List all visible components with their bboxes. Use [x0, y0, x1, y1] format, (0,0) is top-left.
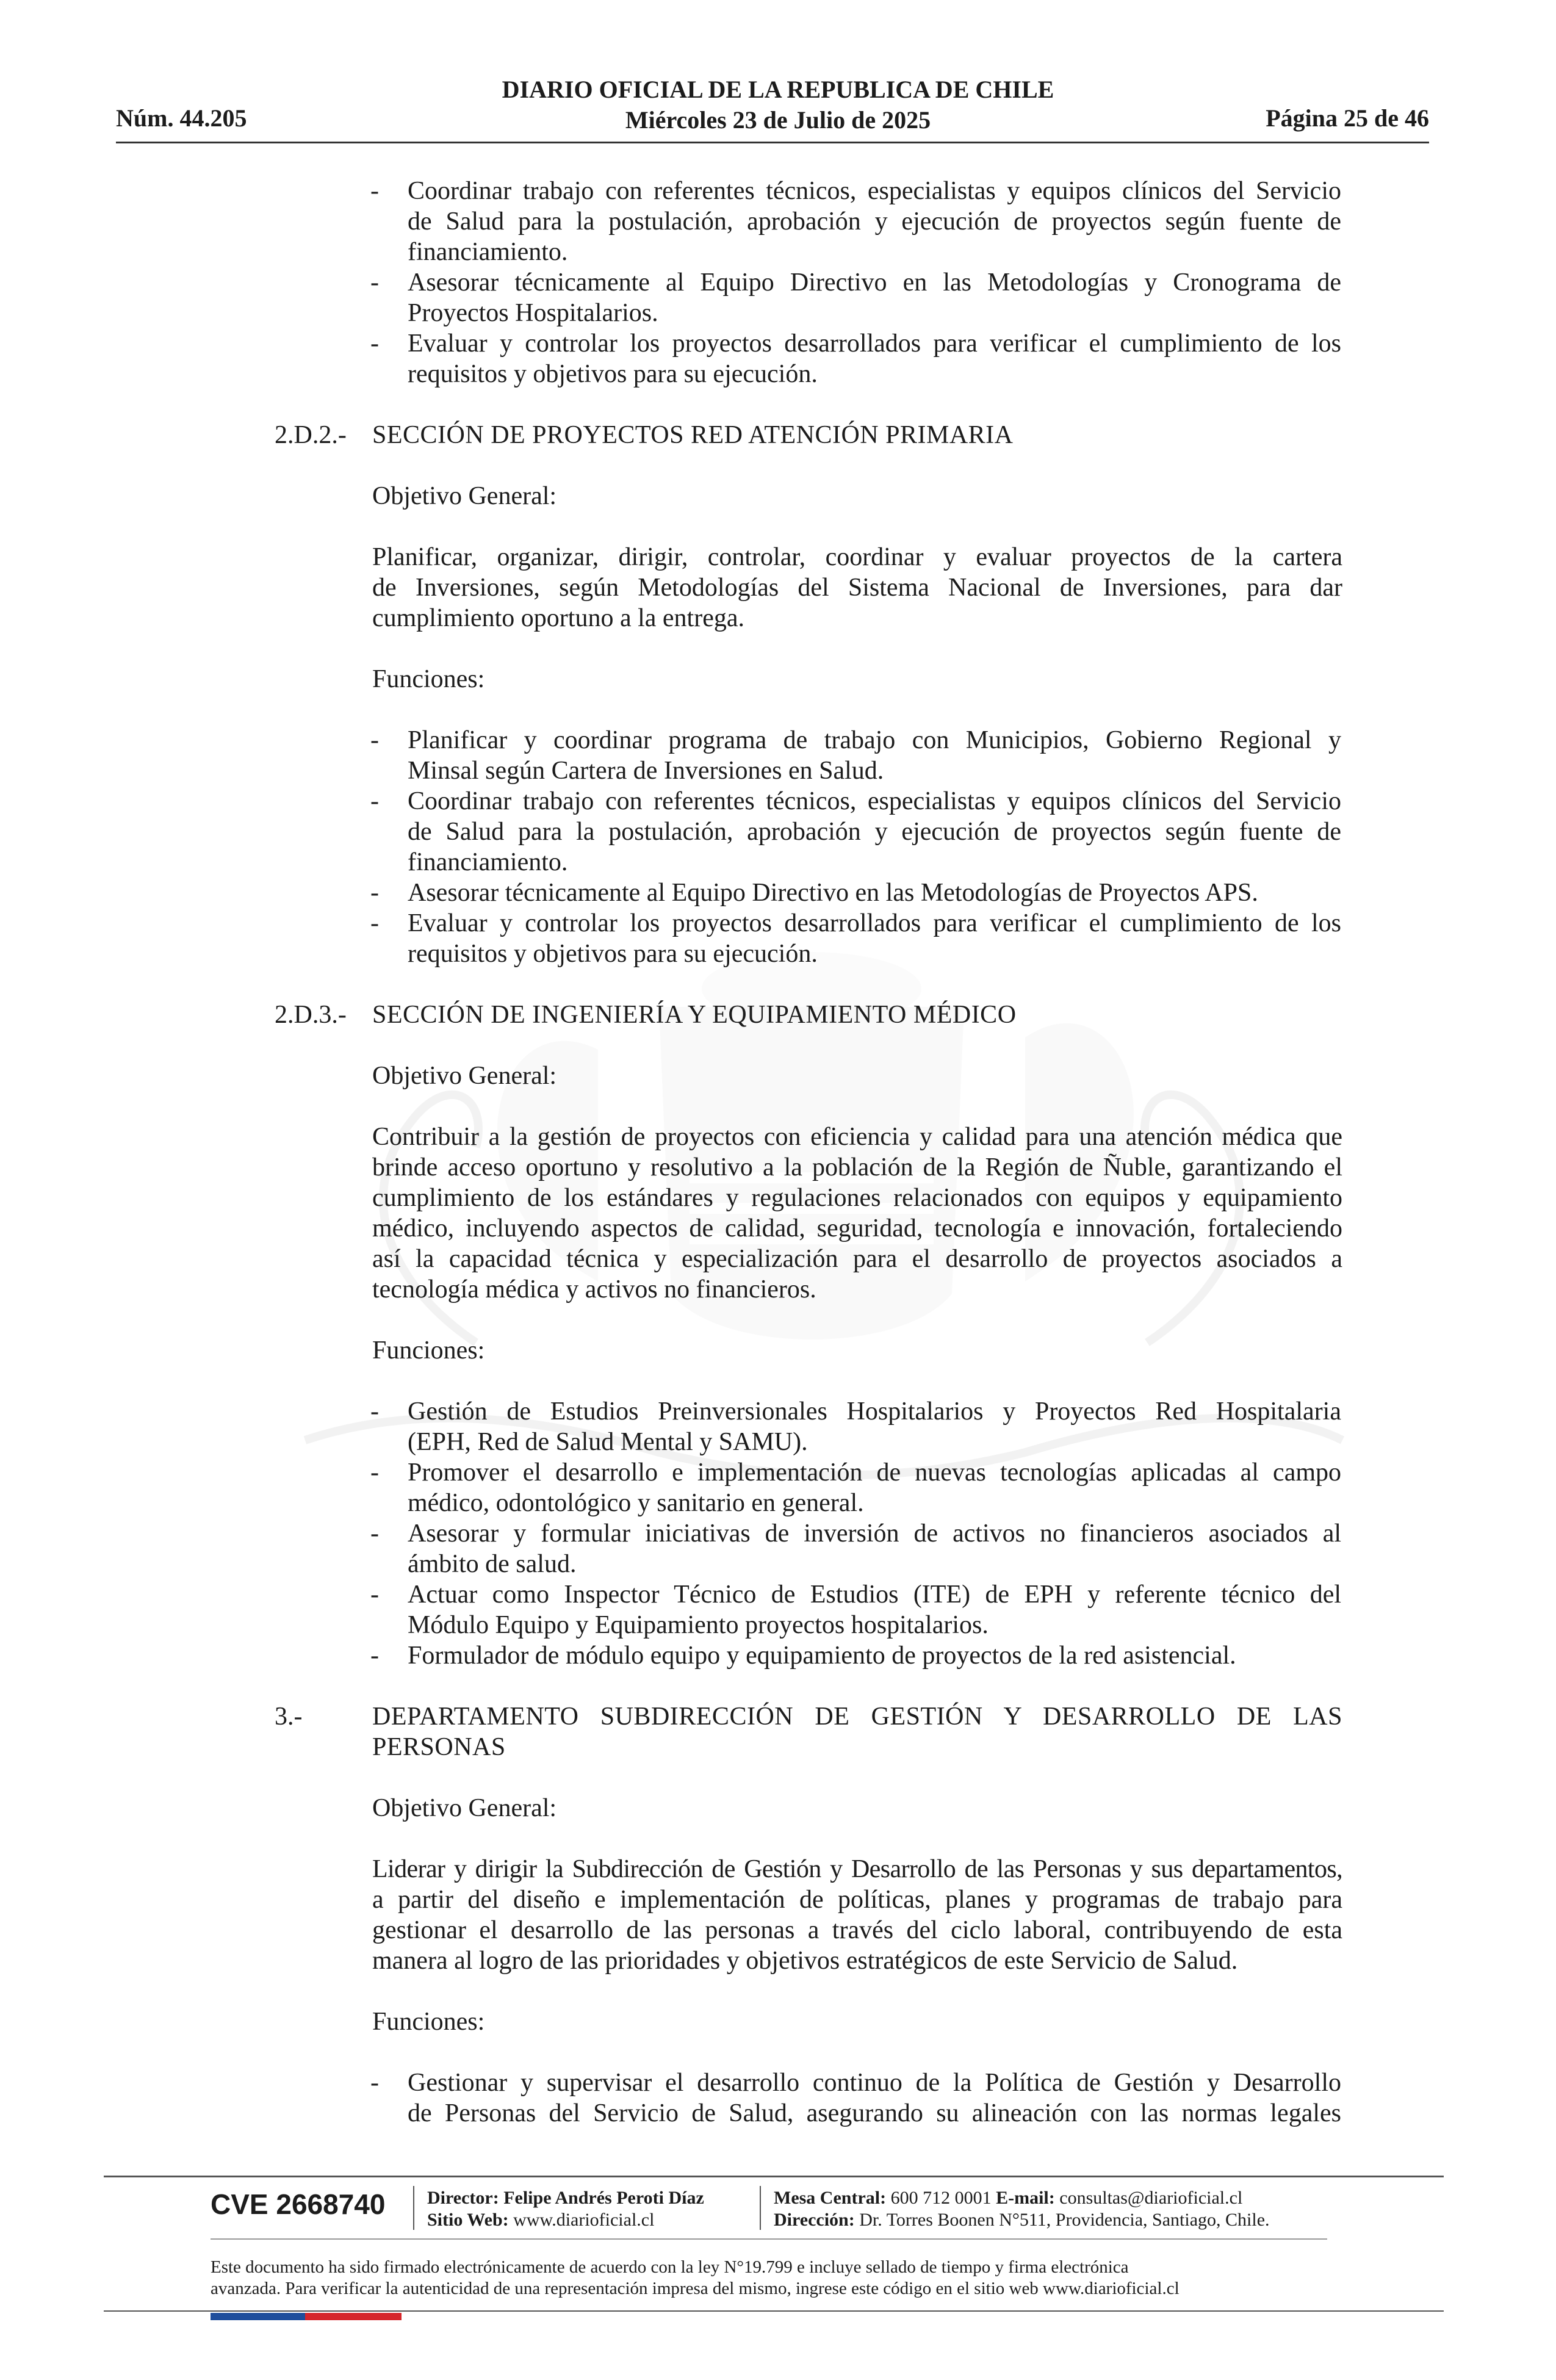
bullet-text: Proyectos Hospitalarios. [408, 299, 658, 327]
bullet-dash: - [370, 787, 379, 815]
bullet-text: requisitos y objetivos para su ejecución. [408, 360, 818, 388]
objective-text: Liderar y dirigir la Subdirección de Gestión y Desarrollo de las Personas y sus departamentos, [372, 1855, 1342, 1883]
page-number: Página 25 de 46 [1266, 104, 1429, 132]
bullet-dash: - [370, 726, 379, 754]
mesa-phone: 600 712 0001 [890, 2188, 992, 2208]
email-link[interactable]: consultas@diarioficial.cl [1059, 2188, 1243, 2208]
bullet-dash: - [370, 1520, 379, 1548]
objective-text: así la capacidad técnica y especialización para el desarrollo de proyectos asociados a [372, 1245, 1342, 1273]
website-label: Sitio Web: [427, 2210, 509, 2230]
address-label: Dirección: [774, 2210, 855, 2230]
bullet-text: financiamiento. [408, 848, 568, 876]
objective-text: de Inversiones, según Metodologías del Sistema Nacional de Inversiones, para dar [372, 574, 1342, 602]
bullet-dash: - [370, 330, 379, 358]
masthead-date: Miércoles 23 de Julio de 2025 [625, 106, 931, 134]
mesa-label: Mesa Central: [774, 2188, 887, 2208]
bullet-text: de Salud para la postulación, aprobación y ejecución de proyectos según fuente de [408, 818, 1341, 846]
bullet-text: Planificar y coordinar programa de trabajo con Municipios, Gobierno Regional y [408, 726, 1341, 754]
flag-stripe-red [305, 2313, 402, 2320]
bullet-text: de Salud para la postulación, aprobación y ejecución de proyectos según fuente de [408, 207, 1341, 236]
section-number: 3.- [275, 1703, 303, 1731]
objective-text: brinde acceso oportuno y resolutivo a la población de la Región de Ñuble, garantizando el [372, 1153, 1342, 1181]
header-divider [116, 142, 1429, 143]
section-title: DEPARTAMENTO SUBDIRECCIÓN DE GESTIÓN Y DESARROLLO DE LAS [372, 1703, 1342, 1731]
bullet-text: Asesorar y formular iniciativas de inversión de activos no financieros asociados al [408, 1520, 1341, 1548]
issue-number: Núm. 44.205 [116, 104, 247, 132]
bullet-dash: - [370, 1459, 379, 1487]
objective-text: gestionar el desarrollo de las personas a través del ciclo laboral, contribuyendo de esta [372, 1916, 1342, 1944]
bullet-text: Asesorar técnicamente al Equipo Directivo en las Metodologías y Cronograma de [408, 269, 1341, 297]
bullet-text: Minsal según Cartera de Inversiones en Salud. [408, 757, 884, 785]
bullet-text: médico, odontológico y sanitario en general. [408, 1489, 864, 1517]
footer-address [774, 2209, 1270, 2231]
footer-contact [774, 2187, 1242, 2209]
flag-stripe-blue [211, 2313, 305, 2320]
section-title: SECCIÓN DE PROYECTOS RED ATENCIÓN PRIMARIA [372, 421, 1014, 449]
bullet-text: Gestionar y supervisar el desarrollo continuo de la Política de Gestión y Desarrollo [408, 2069, 1341, 2097]
bullet-text: Promover el desarrollo e implementación de nuevas tecnologías aplicadas al campo [408, 1459, 1341, 1487]
objective-text: Contribuir a la gestión de proyectos con eficiencia y calidad para una atención médica que [372, 1123, 1342, 1151]
footer-separator [413, 2186, 414, 2230]
objective-label: Objetivo General: [372, 1794, 557, 1822]
objective-text: Planificar, organizar, dirigir, controlar, coordinar y evaluar proyectos de la cartera [372, 543, 1342, 571]
bullet-dash: - [370, 1581, 379, 1609]
bullet-text: Evaluar y controlar los proyectos desarrollados para verificar el cumplimiento de los [408, 330, 1341, 358]
objective-text: a partir del diseño e implementación de políticas, planes y programas de trabajo para [372, 1886, 1342, 1914]
objective-text: cumplimiento de los estándares y regulaciones relacionados con equipos y equipamiento [372, 1184, 1342, 1212]
bullet-text: financiamiento. [408, 238, 568, 266]
footer-divider [104, 2176, 1444, 2177]
functions-label: Funciones: [372, 2008, 485, 2036]
bullet-text: Asesorar técnicamente al Equipo Directivo en las Metodologías de Proyectos APS. [408, 879, 1258, 907]
bullet-dash: - [370, 1397, 379, 1426]
disclaimer-line: Este documento ha sido firmado electrónicamente de acuerdo con la ley N°19.799 e incluye sellado de tiempo y firma electrónica [211, 2257, 1129, 2277]
bullet-dash: - [370, 269, 379, 297]
bullet-text: Actuar como Inspector Técnico de Estudios (ITE) de EPH y referente técnico del [408, 1581, 1341, 1609]
bullet-text: Gestión de Estudios Preinversionales Hospitalarios y Proyectos Red Hospitalaria [408, 1397, 1341, 1426]
email-label: E-mail: [996, 2188, 1055, 2208]
director-name: Felipe Andrés Peroti Díaz [503, 2188, 704, 2208]
bullet-text: (EPH, Red de Salud Mental y SAMU). [408, 1428, 808, 1456]
footer-website [427, 2209, 654, 2231]
objective-text: médico, incluyendo aspectos de calidad, seguridad, tecnología e innovación, fortaleciendo [372, 1214, 1342, 1242]
bullet-dash: - [370, 909, 379, 937]
section-number: 2.D.2.- [275, 421, 347, 449]
objective-text: manera al logro de las prioridades y objetivos estratégicos de este Servicio de Salud. [372, 1947, 1238, 1975]
bullet-text: Evaluar y controlar los proyectos desarrollados para verificar el cumplimiento de los [408, 909, 1341, 937]
disclaimer-line: avanzada. Para verificar la autenticidad de una representación impresa del mismo, ingrese este código en el sitio web www.diarioficial.cl [211, 2279, 1180, 2298]
functions-label: Funciones: [372, 665, 485, 693]
director-label: Director: [427, 2188, 499, 2208]
footer-inner-divider [211, 2238, 1327, 2240]
bullet-text: Coordinar trabajo con referentes técnicos, especialistas y equipos clínicos del Servicio [408, 177, 1341, 205]
masthead-title: DIARIO OFICIAL DE LA REPUBLICA DE CHILE [502, 76, 1054, 103]
bullet-text: Formulador de módulo equipo y equipamiento de proyectos de la red asistencial. [408, 1642, 1236, 1670]
address-text: Dr. Torres Boonen N°511, Providencia, Santiago, Chile. [859, 2210, 1270, 2230]
website-link[interactable]: www.diarioficial.cl [513, 2210, 655, 2230]
section-number: 2.D.3.- [275, 1001, 347, 1029]
bullet-text: Módulo Equipo y Equipamiento proyectos hospitalarios. [408, 1611, 989, 1639]
cve-code: CVE 2668740 [211, 2188, 386, 2220]
bullet-text: Coordinar trabajo con referentes técnicos, especialistas y equipos clínicos del Servicio [408, 787, 1341, 815]
bullet-text: de Personas del Servicio de Salud, asegurando su alineación con las normas legales [408, 2099, 1341, 2127]
objective-label: Objetivo General: [372, 1062, 557, 1090]
bullet-dash: - [370, 1642, 379, 1670]
section-title: PERSONAS [372, 1733, 506, 1761]
bullet-text: requisitos y objetivos para su ejecución. [408, 940, 818, 968]
objective-label: Objetivo General: [372, 482, 557, 510]
footer-bottom-rule [104, 2310, 1444, 2312]
bullet-dash: - [370, 879, 379, 907]
bullet-text: ámbito de salud. [408, 1550, 577, 1578]
bullet-dash: - [370, 177, 379, 205]
footer-director [427, 2187, 704, 2209]
objective-text: cumplimiento oportuno a la entrega. [372, 604, 744, 632]
objective-text: tecnología médica y activos no financieros. [372, 1275, 816, 1304]
functions-label: Funciones: [372, 1336, 485, 1365]
section-title: SECCIÓN DE INGENIERÍA Y EQUIPAMIENTO MÉDICO [372, 1001, 1017, 1029]
footer-separator [760, 2186, 761, 2230]
bullet-dash: - [370, 2069, 379, 2097]
